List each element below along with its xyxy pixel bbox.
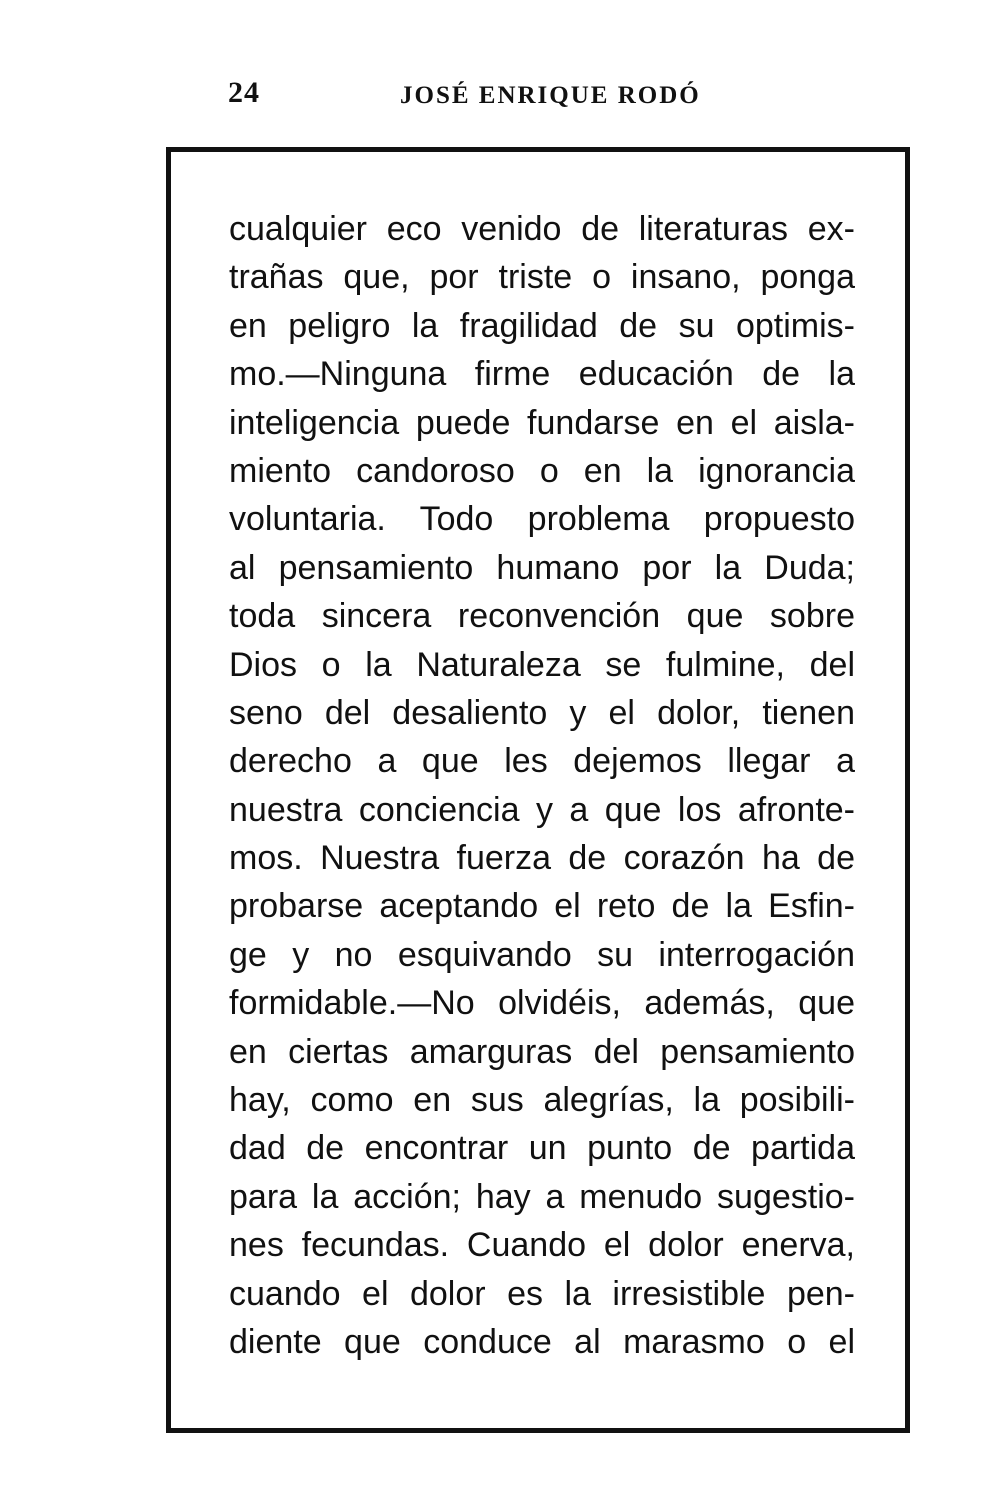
text-line: toda sincera reconvención que sobre [229,597,855,636]
text-line: derecho a que les dejemos llegar a [229,742,855,781]
text-line: voluntaria. Todo problema propuesto [229,500,855,539]
text-line: ge y no esquivando su interrogación [229,935,855,974]
text-line: diente que conduce al marasmo o el [229,1322,855,1361]
text-line: para la acción; hay a menudo sugestio- [229,1177,855,1216]
running-head: JOSÉ ENRIQUE RODÓ [400,82,701,109]
text-line: miento candoroso o en la ignorancia [229,451,855,490]
text-line: al pensamiento humano por la Duda; [229,548,855,587]
text-line: hay, como en sus alegrías, la posibili- [229,1081,855,1120]
text-line: nes fecundas. Cuando el dolor enerva, [229,1226,855,1265]
text-line: cualquier eco venido de literaturas ex- [229,210,855,248]
text-line: cuando el dolor es la irresistible pen- [229,1274,855,1313]
text-line: seno del desaliento y el dolor, tienen [229,693,855,732]
page-number: 24 [228,76,260,109]
text-line: nuestra conciencia y a que los afronte- [229,790,855,829]
text-line: en ciertas amarguras del pensamiento [229,1032,855,1071]
text-line: probarse aceptando el reto de la Esfin- [229,887,855,926]
text-line: formidable.—No olvidéis, además, que [229,984,855,1023]
text-line: inteligencia puede fundarse en el aisla- [229,403,855,442]
text-line: en peligro la fragilidad de su optimis- [229,306,855,345]
text-line: Dios o la Naturaleza se fulmine, del [229,645,855,684]
text-line: dad de encontrar un punto de partida [229,1129,855,1168]
text-line: trañas que, por triste o insano, ponga [229,258,855,297]
body-text [229,205,855,1366]
text-line: mos. Nuestra fuerza de corazón ha de [229,839,855,878]
text-line: mo.—Ninguna firme educación de la [229,355,855,394]
